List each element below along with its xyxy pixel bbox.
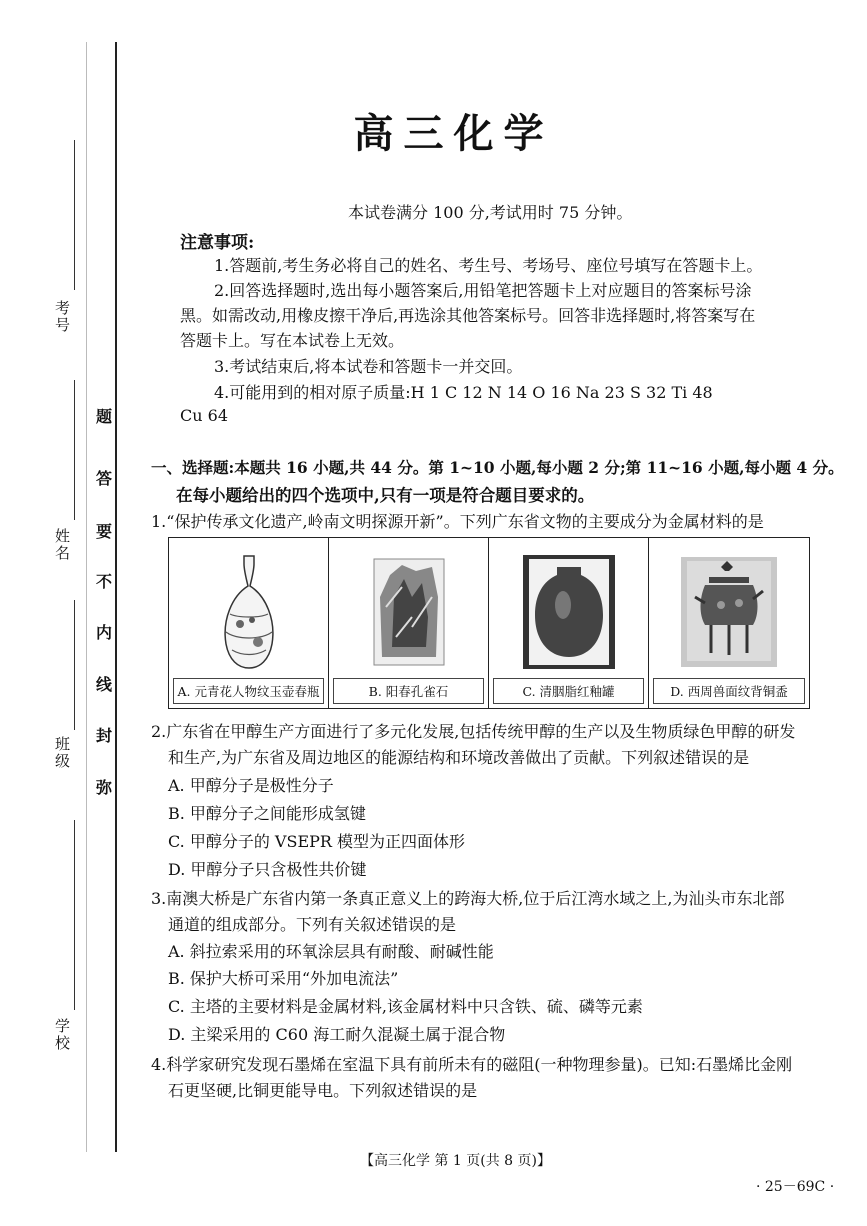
question-2-option-d: D. 甲醇分子只含极性共价键 (168, 860, 367, 879)
binding-line (115, 42, 117, 1152)
question-3-option-c: C. 主塔的主要材料是金属材料,该金属材料中只含铁、硫、磷等元素 (168, 997, 643, 1016)
note-line: 3.考试结束后,将本试卷和答题卡一并交回。 (214, 357, 523, 376)
option-c-caption: C. 清胭脂红釉罐 (493, 678, 644, 704)
field-class: 班级 (53, 736, 71, 770)
question-4-stem-cont: 石更坚硬,比铜更能导电。下列叙述错误的是 (168, 1081, 478, 1100)
seal-char: 答 (96, 469, 113, 488)
section-heading: 一、选择题:本题共 16 小题,共 44 分。第 1~10 小题,每小题 2 分;第 11~16 小题,每小题 4 分。 (151, 458, 844, 477)
question-2-option-a: A. 甲醇分子是极性分子 (168, 776, 334, 795)
jar-image (489, 548, 648, 676)
note-line: 4.可能用到的相对原子质量:H 1 C 12 N 14 O 16 Na 23 S 32 Ti 48 (214, 383, 713, 402)
option-b-caption: B. 阳春孔雀石 (333, 678, 484, 704)
note-line: 1.答题前,考生务必将自己的姓名、考生号、考场号、座位号填写在答题卡上。 (214, 256, 763, 275)
question-4-stem: 4.科学家研究发现石墨烯在室温下具有前所未有的磁阻(一种物理参量)。已知:石墨烯比金刚 (151, 1055, 793, 1074)
option-a-cell (169, 538, 329, 708)
name-rule (74, 380, 75, 520)
option-c-cell (489, 538, 649, 708)
field-school: 学校 (53, 1018, 71, 1052)
option-d-caption: D. 西周兽面纹背铜盉 (653, 678, 805, 704)
section-instructions: 在每小题给出的四个选项中,只有一项是符合题目要求的。 (176, 486, 595, 505)
seal-char: 弥 (96, 778, 113, 797)
note-line: 2.回答选择题时,选出每小题答案后,用铅笔把答题卡上对应题目的答案标号涂 (214, 281, 752, 300)
option-b-cell (329, 538, 489, 708)
question-3-stem: 3.南澳大桥是广东省内第一条真正意义上的跨海大桥,位于后江湾水域之上,为汕头市东北部 (151, 889, 785, 908)
exam-number-rule (74, 140, 75, 290)
question-3-option-b: B. 保护大桥可采用“外加电流法” (168, 969, 399, 988)
note-line: Cu 64 (180, 406, 228, 425)
vase-image (169, 548, 328, 676)
option-a-caption: A. 元青花人物纹玉壶春瓶 (173, 678, 324, 704)
question-2-option-c: C. 甲醇分子的 VSEPR 模型为正四面体形 (168, 832, 466, 851)
seal-char: 线 (96, 675, 113, 694)
relic-table (168, 537, 810, 709)
question-2-option-b: B. 甲醇分子之间能形成氢键 (168, 804, 366, 823)
option-d-cell (649, 538, 809, 708)
question-2-stem: 2.广东省在甲醇生产方面进行了多元化发展,包括传统甲醇的生产以及生物质绿色甲醇的研发 (151, 722, 796, 741)
question-3-stem-cont: 通道的组成部分。下列有关叙述错误的是 (168, 915, 457, 934)
paper-code: · 25－69C · (756, 1179, 835, 1195)
bronze-vessel-image (649, 548, 809, 676)
exam-info: 本试卷满分 100 分,考试用时 75 分钟。 (348, 203, 633, 222)
page-footer: 【高三化学 第 1 页(共 8 页)】 (360, 1153, 551, 1169)
class-rule (74, 600, 75, 730)
binding-guide-line (86, 42, 87, 1152)
malachite-image (329, 548, 488, 676)
school-rule (74, 820, 75, 1010)
question-2-stem-cont: 和生产,为广东省及周边地区的能源结构和环境改善做出了贡献。下列叙述错误的是 (168, 748, 750, 767)
question-3-option-d: D. 主梁采用的 C60 海工耐久混凝土属于混合物 (168, 1025, 506, 1044)
seal-char: 不 (96, 572, 113, 591)
seal-char: 题 (96, 407, 113, 426)
field-exam-number: 考号 (53, 300, 71, 334)
notes-heading: 注意事项: (180, 233, 255, 253)
seal-char: 内 (96, 623, 113, 642)
seal-char: 要 (96, 522, 113, 541)
seal-char: 封 (96, 726, 113, 745)
question-3-option-a: A. 斜拉索采用的环氧涂层具有耐酸、耐碱性能 (168, 942, 494, 961)
question-1-stem: 1.“保护传承文化遗产,岭南文明探源开新”。下列广东省文物的主要成分为金属材料的是 (151, 512, 764, 531)
note-line: 答题卡上。写在本试卷上无效。 (180, 331, 405, 350)
page-title: 高三化学 (353, 110, 554, 157)
note-line: 黑。如需改动,用橡皮擦干净后,再选涂其他答案标号。回答非选择题时,将答案写在 (180, 306, 756, 325)
field-name: 姓名 (53, 528, 71, 562)
